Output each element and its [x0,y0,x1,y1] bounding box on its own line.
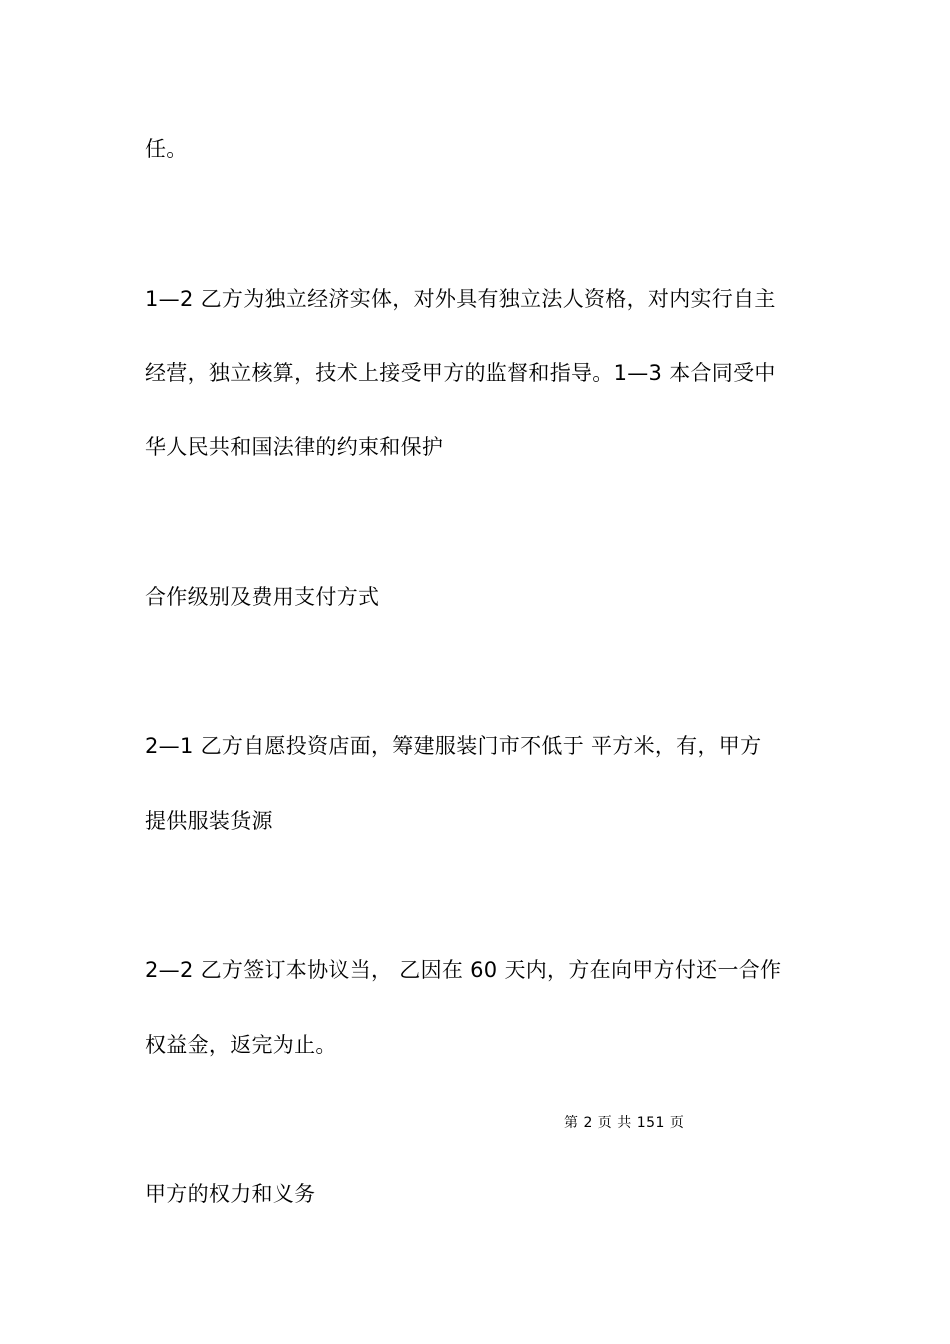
page-footer: 第 2 页 共 151 页 [564,1115,685,1131]
paragraph-line-7: 2—2 乙方签订本协议当， 乙因在 60 天内，方在向甲方付还一合作 [145,958,782,982]
paragraph-line-5: 2—1 乙方自愿投资店面，筹建服装门市不低于 平方米，有，甲方 [145,734,762,758]
paragraph-line-1: 任。 [145,137,188,161]
paragraph-line-4: 华人民共和国法律的约束和保护 [145,435,444,459]
paragraph-line-8: 权益金，返完为止。 [145,1033,337,1057]
paragraph-line-3: 经营，独立核算，技术上接受甲方的监督和指导。1—3 本合同受中 [145,361,776,385]
paragraph-line-6: 提供服装货源 [145,809,273,833]
section-heading-party-a: 甲方的权力和义务 [145,1182,316,1206]
section-heading-cooperation: 合作级别及费用支付方式 [145,585,380,609]
paragraph-line-2: 1—2 乙方为独立经济实体，对外具有独立法人资格，对内实行自主 [145,287,776,311]
